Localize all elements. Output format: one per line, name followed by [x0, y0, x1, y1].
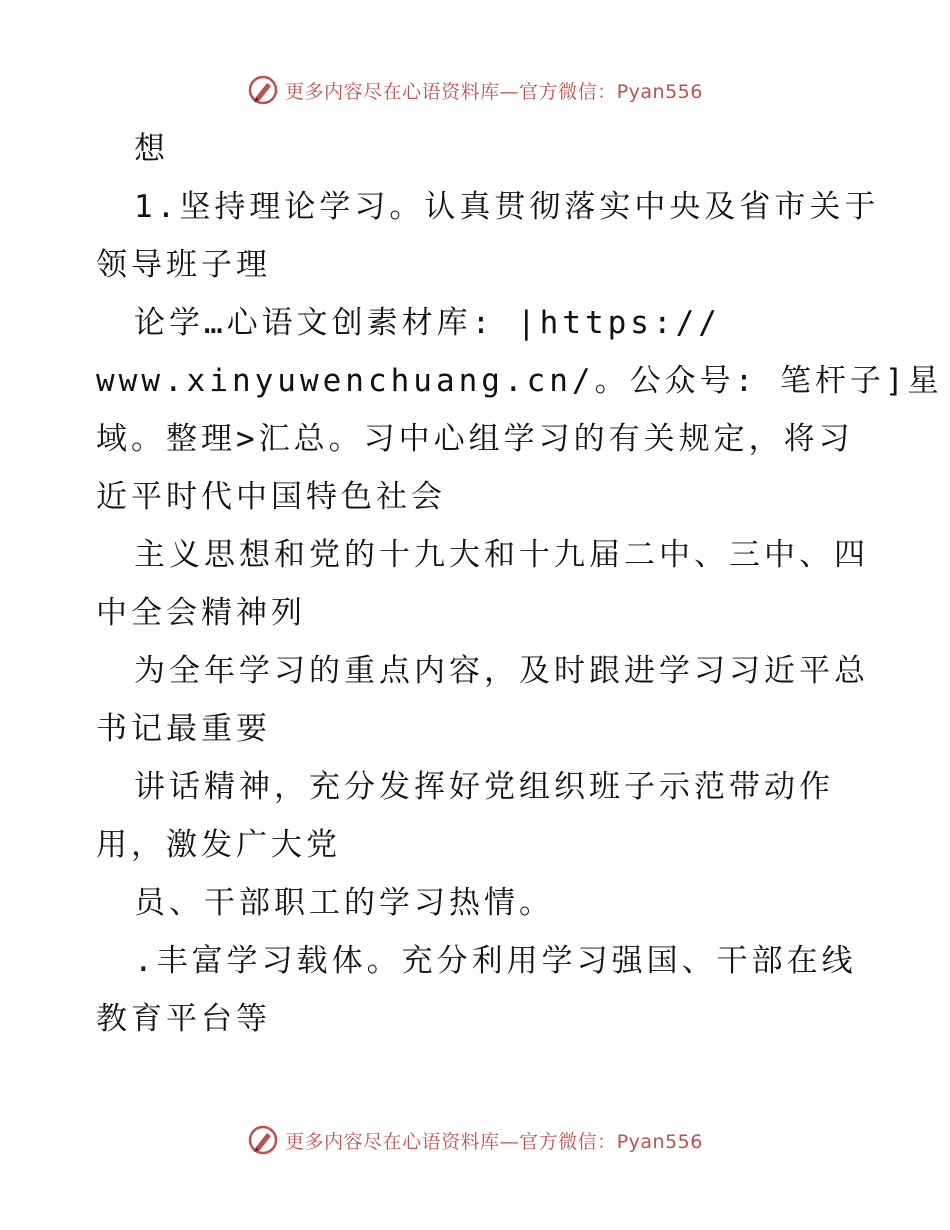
text-line: 想: [134, 131, 169, 167]
banner-label: 官方微信：: [519, 1130, 617, 1153]
text-line: 域。整理>汇总。习中心组学习的有关规定，将习: [96, 421, 854, 457]
banner-wechat-id: Pyan556: [616, 80, 703, 103]
text-line: 1.坚持理论学习。认真贯彻落实中央及省市关于: [134, 189, 880, 225]
text-line: 领导班子理: [96, 247, 271, 283]
banner-brand-text: 更多内容尽在心语资料库: [285, 80, 500, 103]
pen-logo-icon: [247, 1124, 279, 1156]
text-line: 近平时代中国特色社会: [96, 479, 446, 515]
text-line: 论学…心语文创素材库: |https://: [134, 305, 721, 341]
pen-logo-icon: [247, 74, 279, 106]
text-line: 用，激发广大党: [96, 827, 341, 863]
text-line: 员、干部职工的学习热情。: [134, 885, 554, 921]
text-line: 主义思想和党的十九大和十九届二中、三中、四: [134, 537, 869, 573]
banner-wechat-id: Pyan556: [616, 1130, 703, 1153]
header-watermark-banner: [0, 70, 950, 110]
banner-label: 官方微信：: [519, 80, 617, 103]
banner-dash: —: [499, 1130, 520, 1153]
text-line: 中全会精神列: [96, 595, 306, 631]
banner-dash: —: [499, 80, 520, 103]
text-line: www.xinyuwenchuang.cn/。公众号: 笔杆子]星: [96, 363, 943, 399]
document-body: [96, 120, 943, 1048]
footer-watermark-banner: [0, 1120, 950, 1160]
text-line: .丰富学习载体。充分利用学习强国、干部在线: [134, 943, 857, 979]
text-line: 为全年学习的重点内容，及时跟进学习习近平总: [134, 653, 869, 689]
text-line: 讲话精神，充分发挥好党组织班子示范带动作: [134, 769, 834, 805]
text-line: 书记最重要: [96, 711, 271, 747]
banner-brand-text: 更多内容尽在心语资料库: [285, 1130, 500, 1153]
text-line: 教育平台等: [96, 1001, 271, 1037]
